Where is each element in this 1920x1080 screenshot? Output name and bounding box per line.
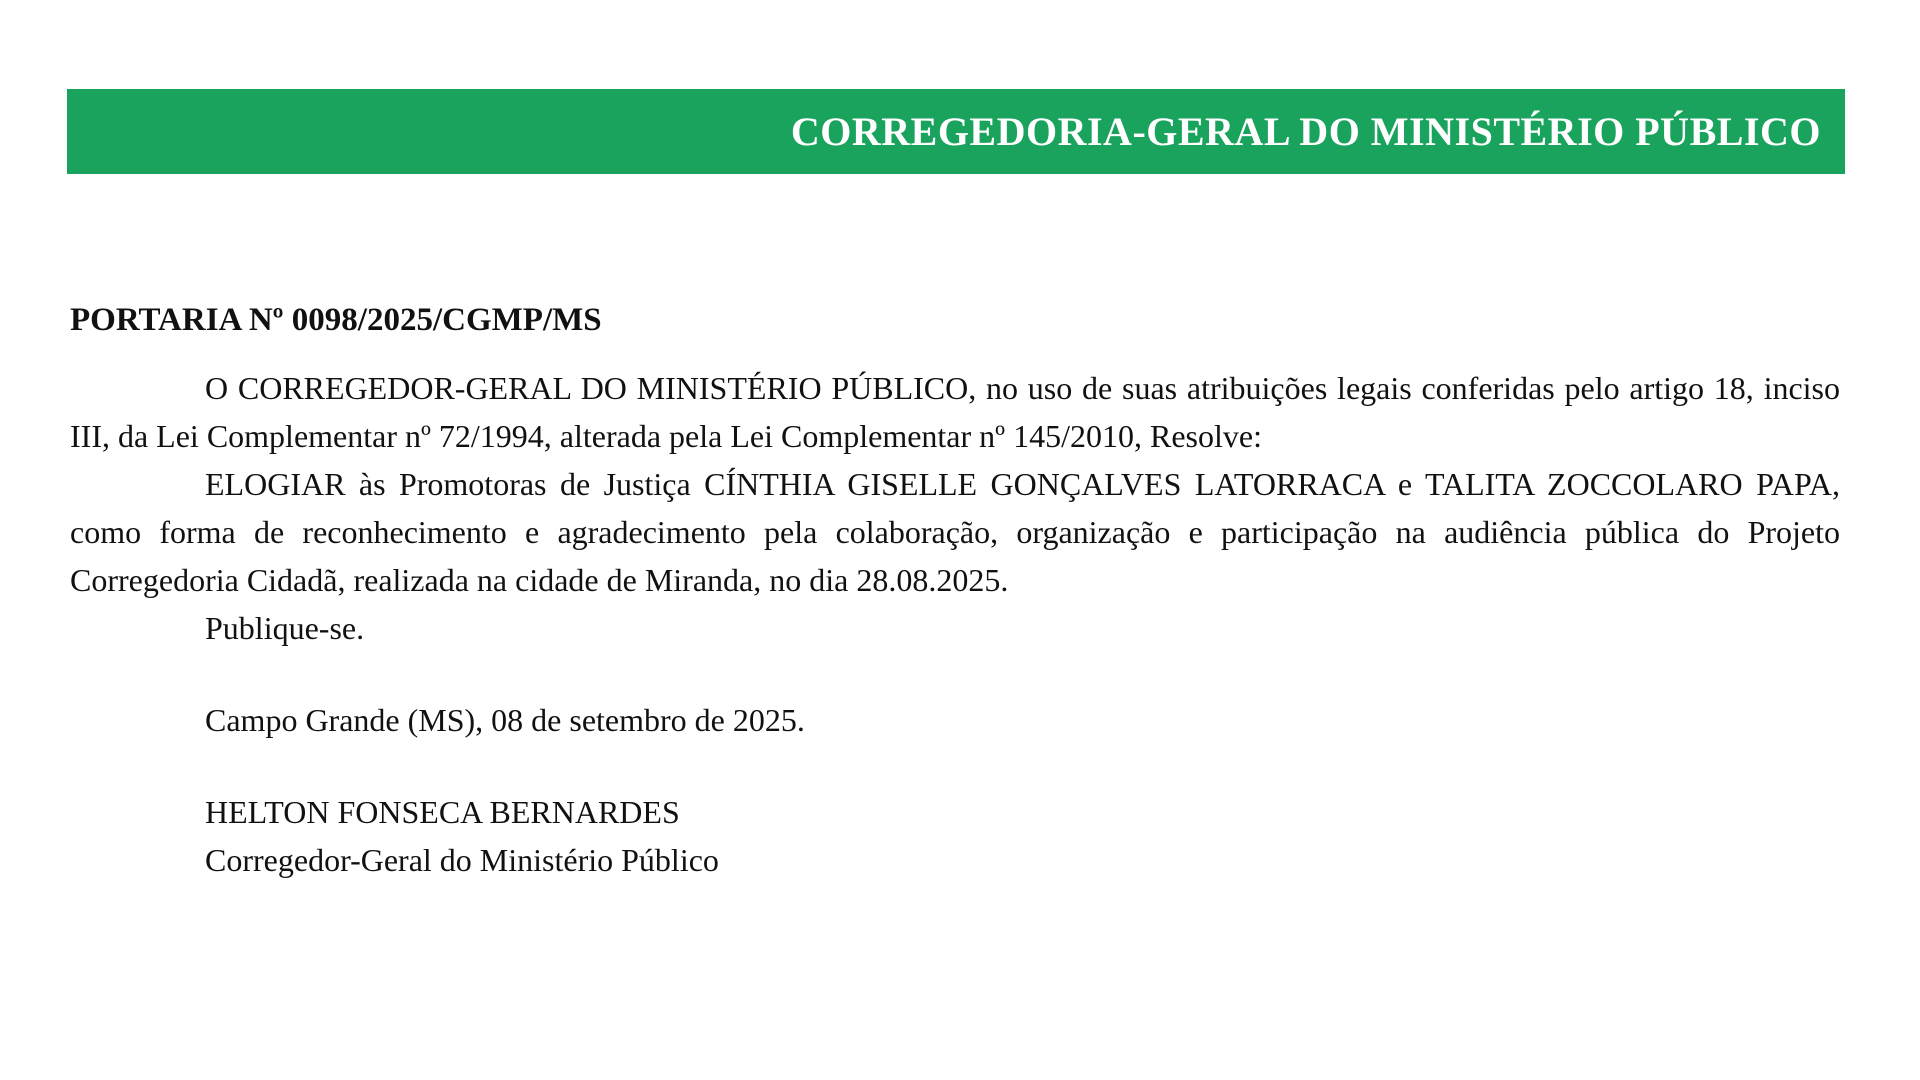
publish-note: Publique-se.	[205, 610, 365, 646]
spacer	[70, 652, 1840, 696]
signatory-title: Corregedor-Geral do Ministério Público	[205, 842, 719, 878]
document-body	[70, 296, 1840, 884]
signatory-name: HELTON FONSECA BERNARDES	[205, 794, 680, 830]
spacer	[70, 744, 1840, 788]
header-band	[67, 89, 1845, 174]
preamble-paragraph: O CORREGEDOR-GERAL DO MINISTÉRIO PÚBLICO, no uso de suas atribuições legais conferidas pelo artigo 18, inciso III, da Lei Complementar nº 72/1994, alterada pela Lei Complementar nº 145/2010, Resolve:	[70, 370, 1840, 454]
resolution-paragraph: ELOGIAR às Promotoras de Justiça CÍNTHIA GISELLE GONÇALVES LATORRACA e TALITA ZOCCOLARO PAPA, como forma de reconhecimento e agradecimento pela colaboração, organização e participação na audiência pública do Projeto Corregedoria Cidadã, realizada na cidade de Miranda, no dia 28.08.2025.	[70, 466, 1840, 598]
place-date: Campo Grande (MS), 08 de setembro de 2025.	[205, 702, 805, 738]
header-title: CORREGEDORIA-GERAL DO MINISTÉRIO PÚBLICO	[790, 109, 1821, 154]
signature-block	[70, 788, 1840, 884]
ordinance-number: PORTARIA Nº 0098/2025/CGMP/MS	[70, 302, 602, 338]
